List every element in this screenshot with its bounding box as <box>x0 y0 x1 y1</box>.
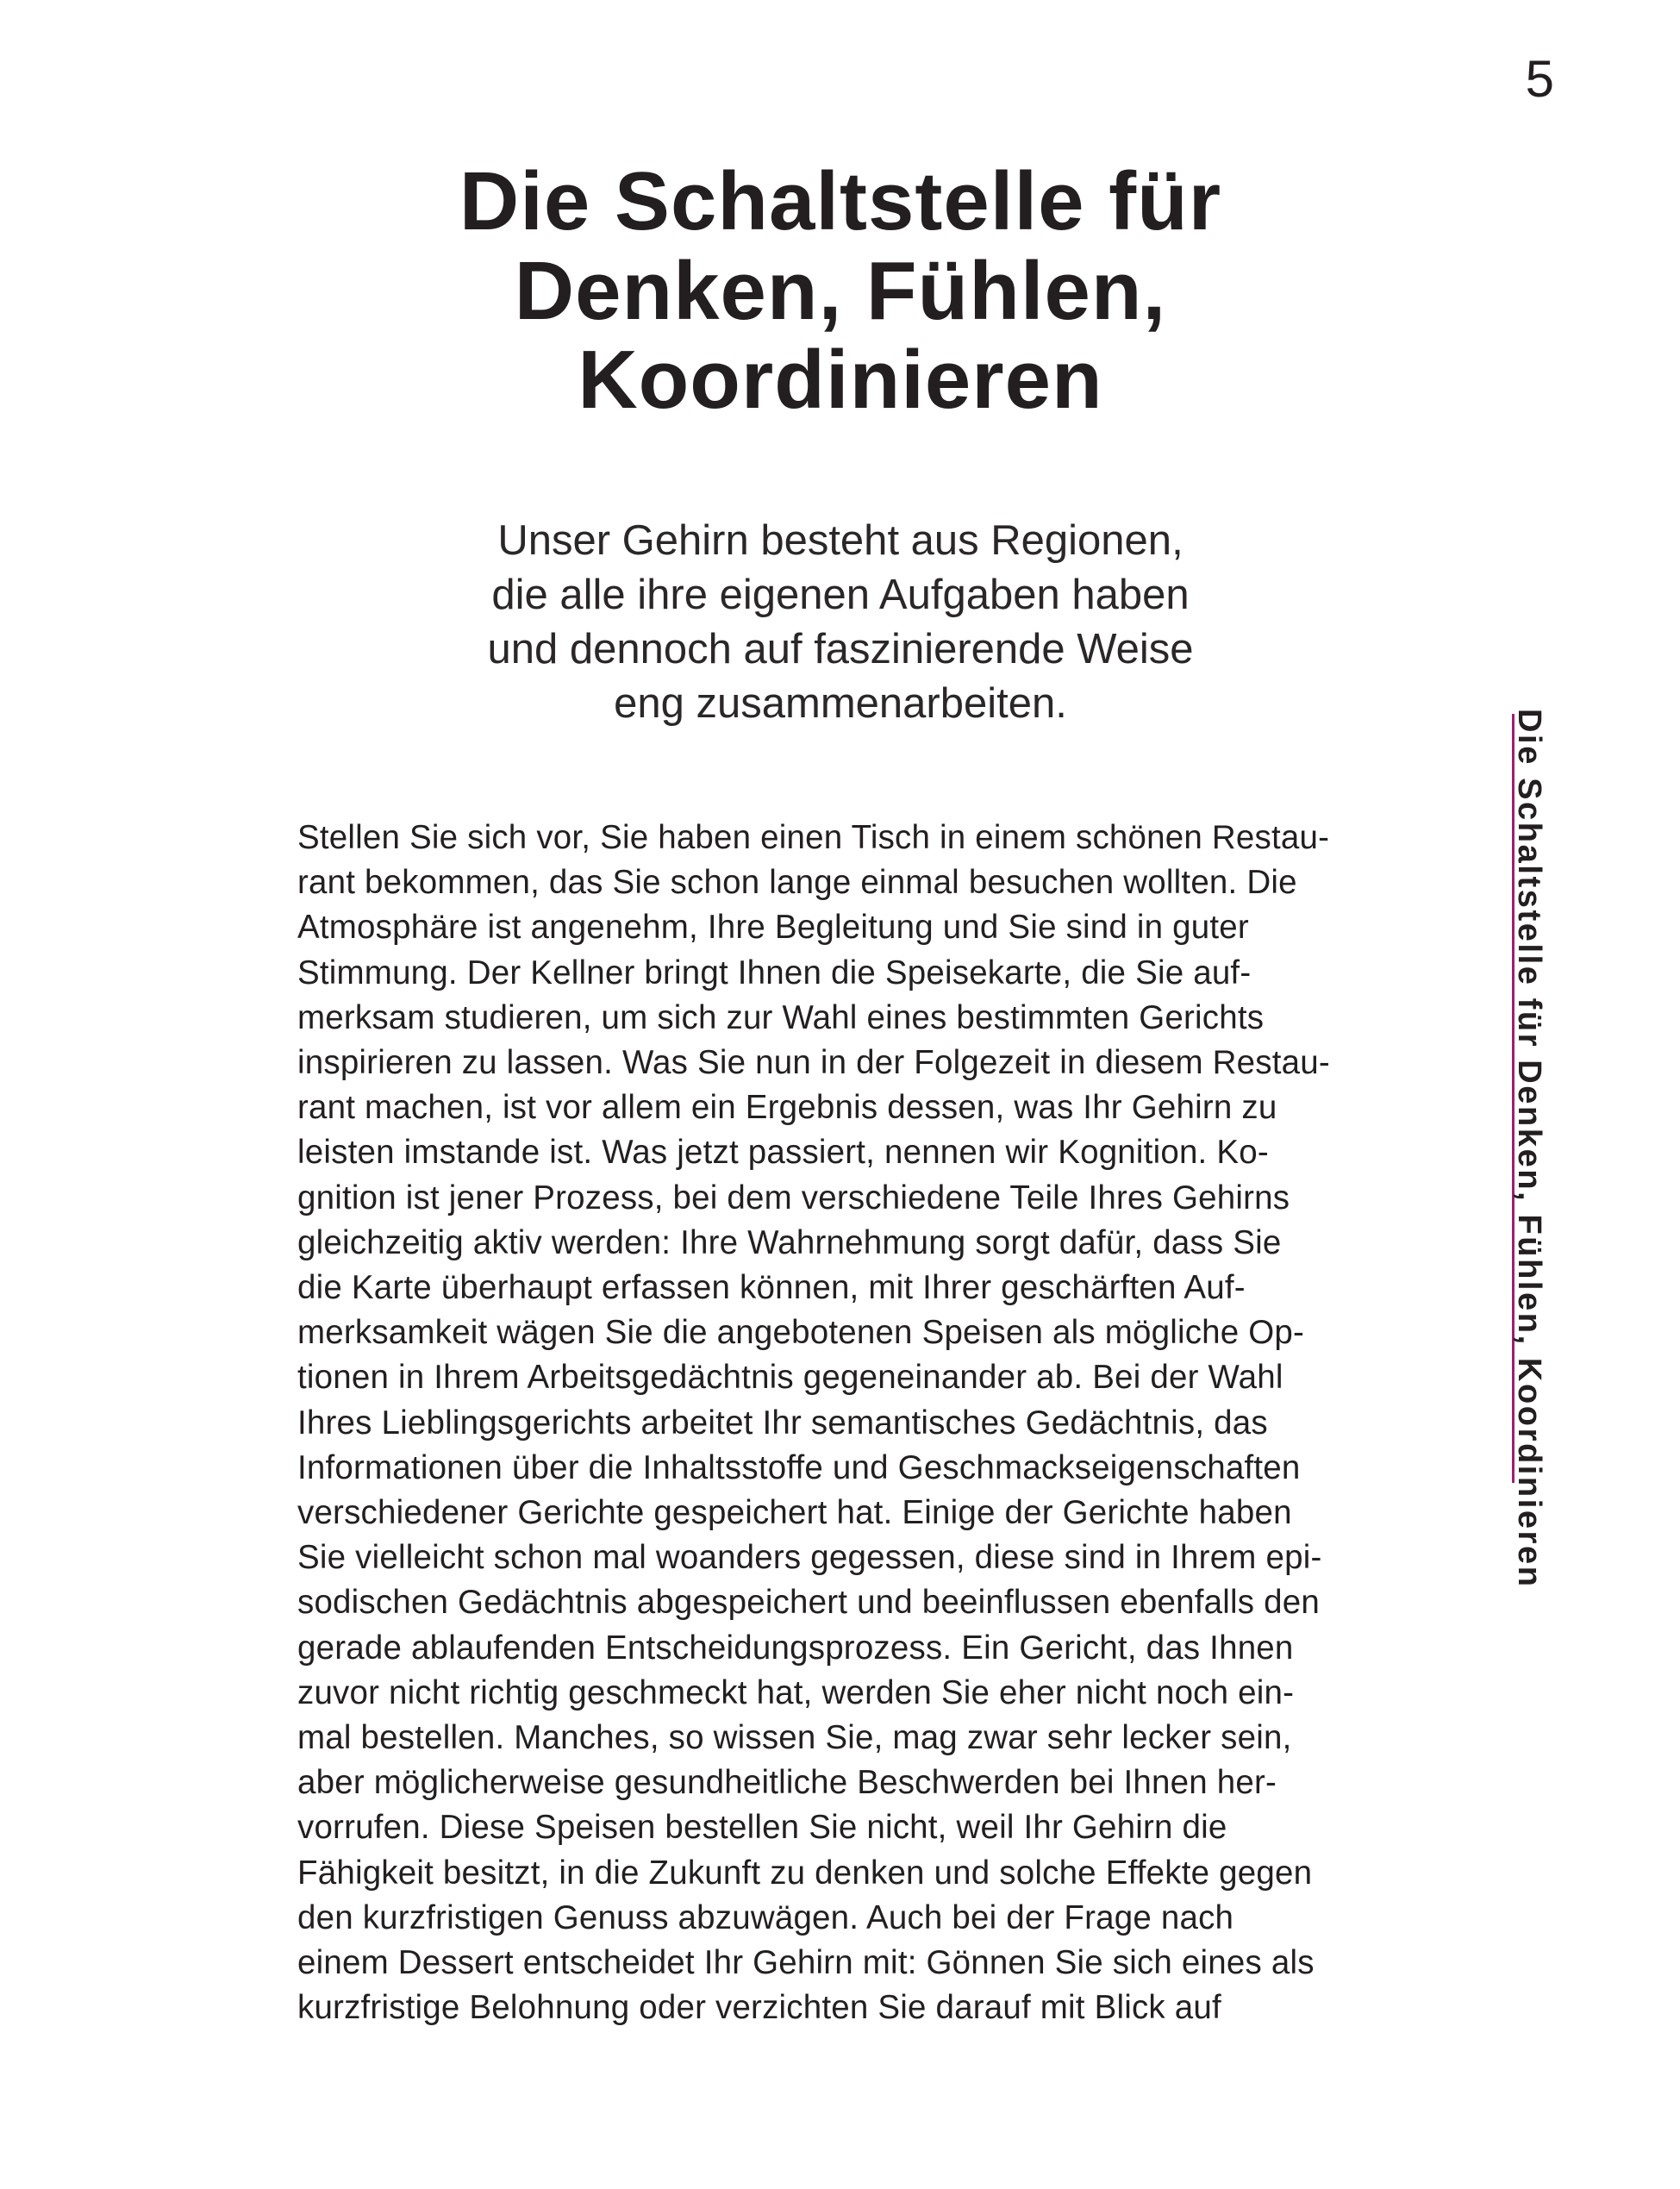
running-head: Die Schaltstelle für Denken, Fühlen, Koordinieren <box>1511 709 1547 1589</box>
body-line: die Karte überhaupt erfassen können, mit Ihrer geschärften Auf- <box>297 1269 1246 1307</box>
body-line: leisten imstande ist. Was jetzt passiert, nennen wir Kognition. Ko- <box>297 1134 1269 1172</box>
chapter-title-line: Die Schaltstelle für <box>459 155 1222 247</box>
running-head-container <box>1495 709 1564 1589</box>
chapter-lead-line: und dennoch auf faszinierende Weise <box>487 625 1194 672</box>
body-line: merksamkeit wägen Sie die angebotenen Speisen als mögliche Op- <box>297 1314 1305 1352</box>
chapter-title <box>328 157 1353 425</box>
chapter-title-line: Denken, Fühlen, <box>514 244 1167 337</box>
chapter-lead-line: eng zusammenarbeiten. <box>614 679 1067 727</box>
body-line: Ihres Lieblingsgerichts arbeitet Ihr semantisches Gedächtnis, das <box>297 1404 1268 1442</box>
body-line: rant machen, ist vor allem ein Ergebnis dessen, was Ihr Gehirn zu <box>297 1089 1277 1127</box>
body-line: merksam studieren, um sich zur Wahl eines bestimmten Gerichts <box>297 998 1265 1036</box>
chapter-lead-line: Unser Gehirn besteht aus Regionen, <box>497 517 1183 564</box>
body-line: inspirieren zu lassen. Was Sie nun in der Folgezeit in diesem Restau- <box>297 1044 1330 1082</box>
body-line: den kurzfristigen Genuss abzuwägen. Auch bei der Frage nach <box>297 1898 1234 1936</box>
body-line: verschiedener Gerichte gespeichert hat. Einige der Gerichte haben <box>297 1494 1292 1532</box>
chapter-lead-line: die alle ihre eigenen Aufgaben haben <box>491 571 1190 618</box>
body-line: gleichzeitig aktiv werden: Ihre Wahrnehmung sorgt dafür, dass Sie <box>297 1223 1282 1261</box>
body-line: tionen in Ihrem Arbeitsgedächtnis gegeneinander ab. Bei der Wahl <box>297 1359 1283 1397</box>
body-line: mal bestellen. Manches, so wissen Sie, mag zwar sehr lecker sein, <box>297 1719 1292 1757</box>
body-line: gnition ist jener Prozess, bei dem verschiedene Teile Ihres Gehirns <box>297 1179 1290 1216</box>
body-line: Stimmung. Der Kellner bringt Ihnen die Speisekarte, die Sie auf- <box>297 954 1252 991</box>
body-line: Fähigkeit besitzt, in die Zukunft zu denken und solche Effekte gegen <box>297 1854 1313 1892</box>
body-line: Atmosphäre ist angenehm, Ihre Begleitung und Sie sind in guter <box>297 909 1249 947</box>
body-line: vorrufen. Diese Speisen bestellen Sie nicht, weil Ihr Gehirn die <box>297 1809 1227 1847</box>
page-number: 5 <box>1525 50 1554 108</box>
body-line: zuvor nicht richtig geschmeckt hat, werden Sie eher nicht noch ein- <box>297 1673 1295 1711</box>
chapter-lead <box>371 514 1310 731</box>
body-text <box>297 816 1409 2030</box>
body-line: rant bekommen, das Sie schon lange einmal besuchen wollten. Die <box>297 864 1297 902</box>
body-line: Sie vielleicht schon mal woanders gegessen, diese sind in Ihrem epi- <box>297 1539 1322 1577</box>
body-line: aber möglicherweise gesundheitliche Beschwerden bei Ihnen her- <box>297 1764 1277 1802</box>
body-line: kurzfristige Belohnung oder verzichten Sie darauf mit Blick auf <box>297 1989 1221 2027</box>
body-line: Stellen Sie sich vor, Sie haben einen Tisch in einem schönen Restau- <box>297 819 1330 856</box>
body-line: sodischen Gedächtnis abgespeichert und beeinflussen ebenfalls den <box>297 1584 1320 1622</box>
body-line: gerade ablaufenden Entscheidungsprozess. Ein Gericht, das Ihnen <box>297 1629 1294 1667</box>
body-line: Informationen über die Inhaltsstoffe und Geschmackseigenschaften <box>297 1448 1301 1486</box>
chapter-title-line: Koordinieren <box>578 334 1103 427</box>
body-line: einem Dessert entscheidet Ihr Gehirn mit: Gönnen Sie sich eines als <box>297 1944 1315 1982</box>
